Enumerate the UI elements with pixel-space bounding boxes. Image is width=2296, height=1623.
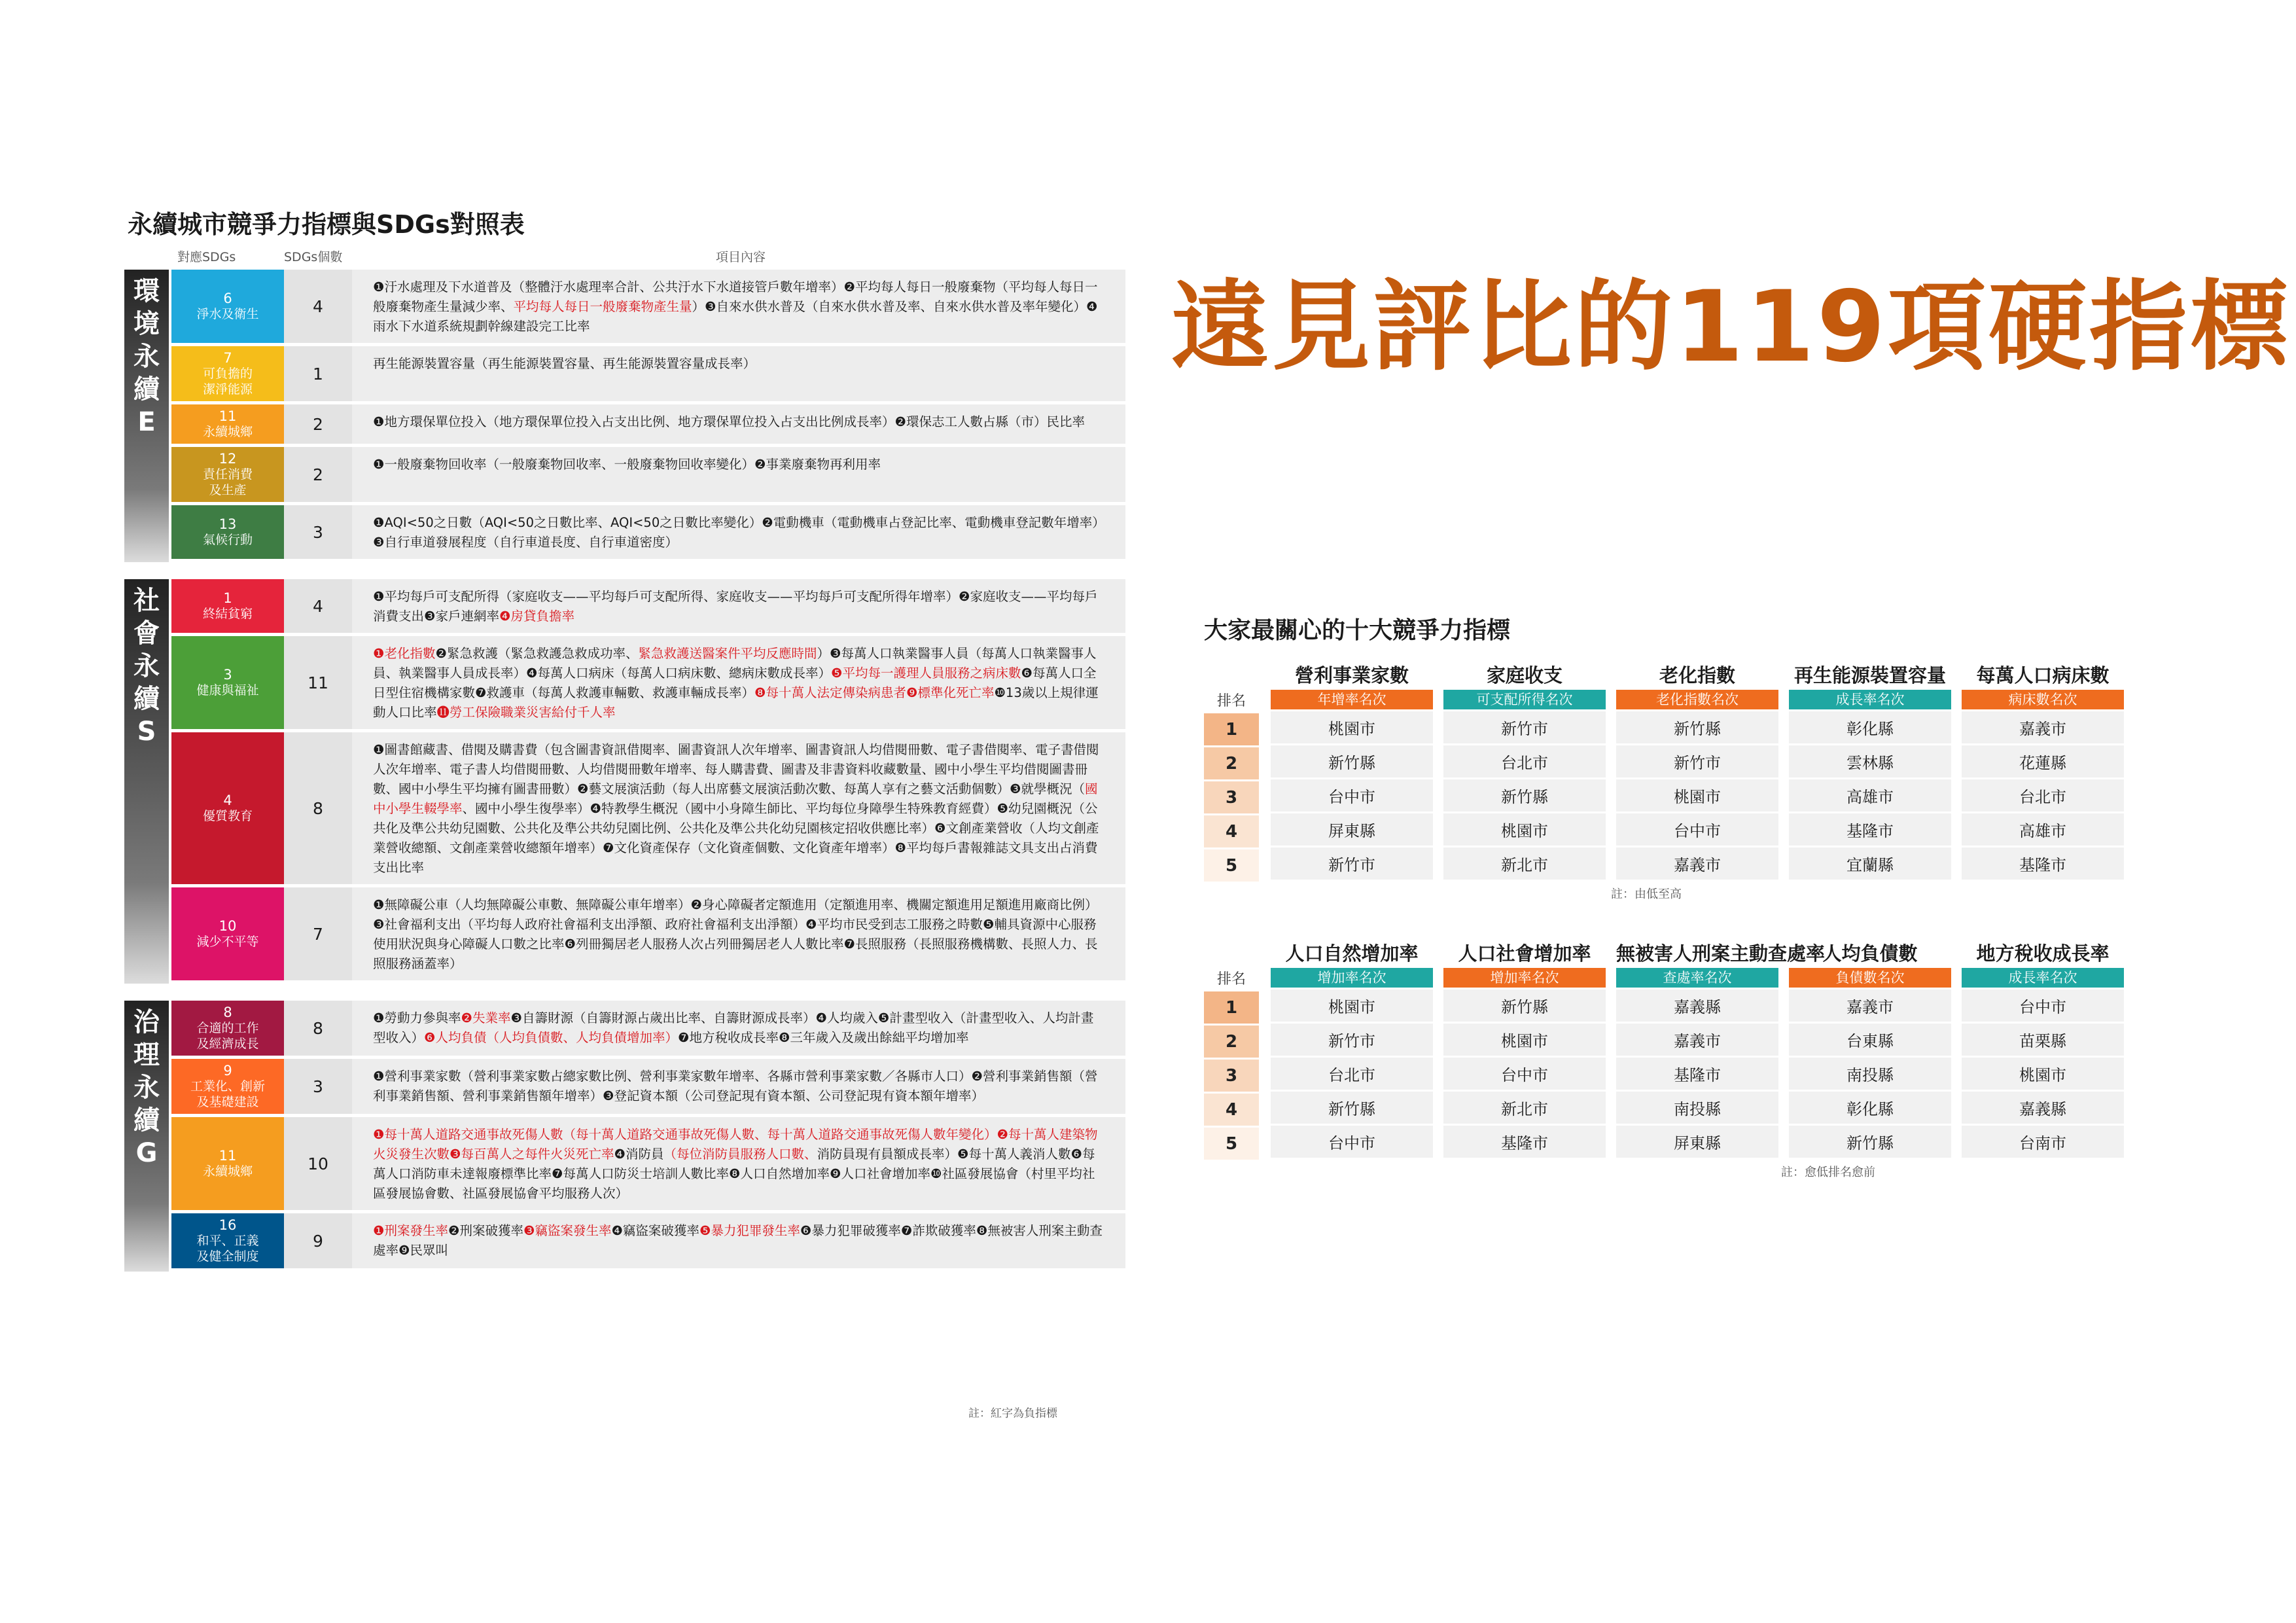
negative-indicator-text: 國中小學生輟學率 <box>373 781 1098 816</box>
sdg-badge <box>171 346 284 401</box>
indicator-column <box>1962 939 2124 1158</box>
negative-indicator-text: ❶刑案發生率 <box>373 1223 448 1238</box>
sdg-count: 1 <box>284 346 352 401</box>
section-label <box>124 584 169 748</box>
city-cell: 新竹縣 <box>1271 1092 1433 1124</box>
indicator-text: 再生能源裝置容量（再生能源裝置容量、再生能源裝置容量成長率） <box>373 356 756 371</box>
indicator-name: 地方稅收成長率 <box>1976 942 2110 965</box>
table-row <box>124 1213 1125 1272</box>
sdg-badge <box>171 732 284 884</box>
city-cell: 新竹市 <box>1443 711 1606 743</box>
city-cell: 彰化縣 <box>1789 711 1951 743</box>
negative-indicator-text: ❺平均每一護理人員服務之病床數 <box>830 666 1021 681</box>
sdg-count: 4 <box>284 579 352 633</box>
sdg-count: 8 <box>284 1001 352 1056</box>
sdg-number: 11 <box>219 408 237 424</box>
city-cell: 台南市 <box>1962 1126 2124 1158</box>
section-label-char: E <box>137 407 156 437</box>
sdg-name: 淨水及衛生 <box>196 307 259 321</box>
item-content <box>352 636 1125 729</box>
section-label-char: 社 <box>133 586 160 616</box>
city-cell: 南投縣 <box>1616 1092 1778 1124</box>
indicator-subheader: 老化指數名次 <box>1616 690 1778 709</box>
item-content <box>352 1001 1125 1056</box>
section-label <box>124 1006 169 1169</box>
city-cell: 台北市 <box>1271 1058 1433 1090</box>
indicator-text: ❸自籌財源（自籌財源占歲出比率、自籌財源成長率）❹人均歲入❺計畫型收入（計畫型收入、人均計畫型收入） <box>373 1010 1094 1045</box>
col-header-content: 項目內容 <box>716 250 766 264</box>
city-cell: 桃園市 <box>1443 813 1606 846</box>
table-row <box>124 1059 1125 1117</box>
city-cell: 台中市 <box>1271 1126 1433 1158</box>
sdg-section <box>124 270 1125 562</box>
sdg-name: 終結貧窮 <box>202 607 253 621</box>
city-cell: 新竹市 <box>1271 1024 1433 1056</box>
sdg-number: 13 <box>219 516 237 532</box>
left-table-note: 註：紅字為負指標 <box>968 1407 1057 1420</box>
indicator-column <box>1616 661 1778 880</box>
sdg-badge <box>171 1117 284 1210</box>
col-header-count: SDGs個數 <box>284 250 343 264</box>
indicator-column <box>1616 939 1826 1158</box>
indicator-name: 每萬人口病床數 <box>1976 664 2110 687</box>
headline: 遠見評比的119項硬指標 <box>1171 270 2291 384</box>
city-cell: 宜蘭縣 <box>1789 847 1951 880</box>
negative-indicator-text: ❶每十萬人道路交通事故死傷人數（每十萬人道路交通事故死傷人數、每十萬人道路交通事故死傷人數年變化）❷每十萬人建築物火災發生次數❸每百萬人之每件火災死亡率 <box>373 1127 1098 1162</box>
sdg-name: 及生產 <box>209 483 247 497</box>
col-header-sdgs: 對應SDGs <box>177 250 236 264</box>
rank-column <box>1204 690 1259 883</box>
item-content <box>352 1117 1125 1210</box>
indicator-name: 人均負債數 <box>1822 942 1918 965</box>
rank-column <box>1204 968 1259 1162</box>
city-cell: 桃園市 <box>1271 711 1433 743</box>
city-cell: 新竹縣 <box>1443 990 1606 1022</box>
city-cell: 新竹縣 <box>1271 745 1433 777</box>
city-cell: 嘉義市 <box>1616 1024 1778 1056</box>
table-row <box>124 579 1125 636</box>
sdg-badge <box>171 447 284 502</box>
city-cell: 新竹縣 <box>1789 1126 1951 1158</box>
indicator-name: 再生能源裝置容量 <box>1793 664 1946 687</box>
city-cell: 桃園市 <box>1616 779 1778 812</box>
item-content <box>352 732 1125 884</box>
indicator-name: 無被害人刑案主動查處率 <box>1616 942 1826 965</box>
top10-title: 大家最關心的十大競爭力指標 <box>1204 617 1511 644</box>
section-label-char: 永 <box>133 1073 160 1103</box>
indicator-subheader: 負債數名次 <box>1789 968 1951 988</box>
indicator-name: 營利事業家數 <box>1294 664 1409 687</box>
negative-indicator-text: ❷失業率 <box>461 1010 511 1026</box>
indicator-text: ❶圖書館藏書、借閱及購書費（包含圖書資訊借閱率、圖書資訊人次年增率、圖書資訊人均借閱冊數、電子書借閱率、電子書借閱人次年增率、電子書人均借閱冊數、人均借閱冊數年增率、每人購書費、圖書及非書資料收藏數量、國中小學生平均借閱圖書冊數、國中小學生平均擁有圖書冊數）❷藝文展演活動（每人出席藝文展演活動次數、每萬人享有之藝文活動個數）❸就學概況（ <box>373 742 1099 796</box>
section-label-char: 理 <box>133 1040 160 1070</box>
sdg-number: 6 <box>223 291 232 306</box>
city-cell: 嘉義市 <box>1789 990 1951 1022</box>
item-content <box>352 404 1125 444</box>
section-label-char: 續 <box>133 684 160 714</box>
section-label-char: 續 <box>133 374 160 404</box>
city-cell: 嘉義縣 <box>1962 1092 2124 1124</box>
indicator-text: ❶一般廢棄物回收率（一般廢棄物回收率、一般廢棄物回收率變化）❷事業廢棄物再利用率 <box>373 457 881 472</box>
city-cell: 台中市 <box>1962 990 2124 1022</box>
rank-number: 4 <box>1204 1094 1259 1126</box>
sdg-name: 優質教育 <box>202 809 253 823</box>
indicator-column <box>1271 661 1433 880</box>
indicator-subheader: 病床數名次 <box>1962 690 2124 709</box>
city-cell: 基隆市 <box>1789 813 1951 846</box>
sdg-name: 永續城鄉 <box>202 1164 253 1179</box>
indicator-text: ❶汙水處理及下水道普及（整體汙水處理率合計、公共汙水下水道接管戶數年增率）❷平均每人每日一般廢棄物（平均每人每日一般廢棄物產生量減少率、 <box>373 279 1098 314</box>
item-content <box>352 887 1125 980</box>
section-label <box>124 275 169 438</box>
section-label-char: 會 <box>133 618 160 649</box>
city-cell: 桃園市 <box>1271 990 1433 1022</box>
sdg-name: 健康與福祉 <box>196 683 259 698</box>
sdg-number: 8 <box>223 1005 232 1020</box>
sdg-badge <box>171 1213 284 1268</box>
indicator-text: ）❸每萬人口執業醫事人員（每萬人口執業醫事人員、執業醫事人員成長率）❹每萬人口病床（每萬人口病床數、總病床數成長率） <box>373 646 1097 681</box>
table-row <box>124 732 1125 887</box>
rank-number: 3 <box>1204 781 1259 813</box>
indicator-subheader: 增加率名次 <box>1271 968 1433 988</box>
negative-indicator-text: （每位消防員服務人口數、 <box>663 1147 817 1162</box>
city-cell: 嘉義市 <box>1616 847 1778 880</box>
rank-number: 5 <box>1204 1128 1259 1160</box>
city-cell: 基隆市 <box>1962 847 2124 880</box>
sdg-number: 10 <box>219 918 237 934</box>
sdg-number: 12 <box>219 451 237 467</box>
city-cell: 新竹市 <box>1616 745 1778 777</box>
negative-indicator-text: ❸竊盜案發生率 <box>523 1223 612 1238</box>
sdg-number: 11 <box>219 1148 237 1164</box>
table-row <box>124 636 1125 732</box>
sdg-name: 和平、正義 <box>196 1234 259 1248</box>
indicator-text: ❹竊盜案破獲率 <box>611 1223 699 1238</box>
negative-indicator-text: ⓫勞工保險職業災害給付千人率 <box>436 705 616 720</box>
section-label-char: 續 <box>133 1105 160 1135</box>
city-cell: 台北市 <box>1443 745 1606 777</box>
indicator-text: ❻每萬人口全日型住宿機構家數❼救護車（每萬人救護車輛數、救護車輛成長率） <box>373 666 1097 700</box>
sdg-badge <box>171 1001 284 1056</box>
city-cell: 苗栗縣 <box>1962 1024 2124 1056</box>
indicator-text: ❶無障礙公車（人均無障礙公車數、無障礙公車年增率）❷身心障礙者定額進用（定額進用率、機關定額進用足額進用廠商比例）❸社會福利支出（平均每人政府社會福利支出淨額、政府社會福利支出淨額）❹平均市民受到志工服務之時數❺輔具資源中心服務使用狀況與身心障礙人口數之比率❻列冊獨居老人服務人次占列冊獨居老人人數比率❼長照服務（長照服務機構數、長照人力、長照服務涵蓋率） <box>373 897 1098 971</box>
section-label-char: G <box>135 1138 158 1168</box>
sdg-badge <box>171 270 284 343</box>
ranking-table-1-note: 註：由低至高 <box>1611 887 1682 901</box>
sdg-count: 3 <box>284 1059 352 1114</box>
table-row <box>124 1001 1125 1059</box>
sdg-name: 及基礎建設 <box>196 1095 259 1109</box>
indicator-text: ❷刑案破獲率 <box>448 1223 523 1238</box>
sdg-badge <box>171 505 284 559</box>
indicator-subheader: 成長率名次 <box>1962 968 2124 988</box>
sdg-badge <box>171 887 284 980</box>
item-content <box>352 270 1125 343</box>
sdg-number: 1 <box>223 590 232 606</box>
sdg-section <box>124 1001 1125 1272</box>
sdg-mapping-table <box>124 270 1125 1272</box>
indicator-column <box>1443 939 1606 1158</box>
sdg-name: 及經濟成長 <box>196 1037 259 1051</box>
sdg-number: 4 <box>223 793 232 808</box>
sdg-section <box>124 579 1125 984</box>
indicator-column <box>1789 939 1951 1158</box>
section-label-char: 環 <box>133 276 160 306</box>
city-cell: 新北市 <box>1443 1092 1606 1124</box>
city-cell: 新竹市 <box>1271 847 1433 880</box>
indicator-column <box>1789 661 1951 880</box>
indicator-subheader: 查處率名次 <box>1616 968 1778 988</box>
item-content <box>352 346 1125 401</box>
indicator-subheader: 可支配所得名次 <box>1443 690 1606 709</box>
rank-header: 排名 <box>1216 971 1246 988</box>
city-cell: 高雄市 <box>1789 779 1951 812</box>
sdg-number: 3 <box>223 667 232 683</box>
city-cell: 新北市 <box>1443 847 1606 880</box>
negative-indicator-text: 平均每人每日一般廢棄物產生量 <box>513 299 692 314</box>
rank-number: 1 <box>1204 991 1259 1024</box>
indicator-name: 家庭收支 <box>1486 664 1563 687</box>
sdg-badge <box>171 1059 284 1114</box>
rank-number: 4 <box>1204 815 1259 847</box>
section-label-char: 永 <box>133 342 160 372</box>
section-label-char: 永 <box>133 651 160 681</box>
sdg-count: 10 <box>284 1117 352 1210</box>
city-cell: 基隆市 <box>1443 1126 1606 1158</box>
table-row <box>124 505 1125 562</box>
sdg-name: 及健全制度 <box>196 1249 259 1264</box>
sdg-name: 氣候行動 <box>202 533 253 547</box>
table-row <box>124 346 1125 404</box>
indicator-text: ❶AQI<50之日數（AQI<50之日數比率、AQI<50之日數比率變化）❷電動機車（電動機車占登記比率、電動機車登記數年增率）❸自行車道發展程度（自行車道長度、自行車道密度） <box>373 515 1105 550</box>
indicator-text: ❹消防員 <box>614 1147 664 1162</box>
ranking-table-2-note: 註：愈低排名愈前 <box>1781 1166 1875 1179</box>
indicator-name: 老化指數 <box>1659 664 1735 687</box>
sdg-badge <box>171 579 284 633</box>
city-cell: 花蓮縣 <box>1962 745 2124 777</box>
sdg-badge <box>171 404 284 444</box>
negative-indicator-text: ❹房貸負擔率 <box>499 609 574 624</box>
city-cell: 高雄市 <box>1962 813 2124 846</box>
city-cell: 新竹縣 <box>1443 779 1606 812</box>
indicator-subheader: 成長率名次 <box>1789 690 1951 709</box>
indicator-text: 消防員現有員額成長率）❺每十萬人義消人數❻每萬人口消防車未達報廢標準比率❼每萬人口防災士培訓人數比率❽人口自然增加率❾人口社會增加率❿社區發展協會（村里平均社區發展協會數、社區發展協會平均服務人次） <box>373 1147 1095 1201</box>
indicator-text: 、國中小學生復學率）❹特教學生概況（國中小身障生師比、平均每位身障學生特殊教育經費）❺幼兒園概況（公共化及準公共幼兒園數、公共化及準公共幼兒園比例、公共化及準公共化幼兒園核定招收供應比率）❻文創產業營收（人均文創產業營收總額、文創產業營收總額年增率）❼文化資產保存（文化資產個數、文化資產年增率）❽平均每戶書報雜誌文具支出占消費支出比率 <box>373 801 1099 875</box>
sdg-name: 工業化、創新 <box>190 1079 265 1094</box>
item-content <box>352 505 1125 559</box>
sdg-count: 3 <box>284 505 352 559</box>
negative-indicator-text: ❺暴力犯罪發生率 <box>699 1223 800 1238</box>
indicator-subheader: 年增率名次 <box>1271 690 1433 709</box>
rank-number: 3 <box>1204 1060 1259 1092</box>
city-cell: 屏東縣 <box>1271 813 1433 846</box>
indicator-text: ）❸自來水供水普及（自來水供水普及率、自來水供水普及率年變化）❹雨水下水道系統規劃幹線建設完工比率 <box>373 299 1098 334</box>
indicator-column <box>1962 661 2124 880</box>
city-cell: 桃園市 <box>1962 1058 2124 1090</box>
city-cell: 彰化縣 <box>1789 1092 1951 1124</box>
item-content <box>352 447 1125 502</box>
sdg-name: 永續城鄉 <box>202 425 253 439</box>
rank-number: 2 <box>1204 747 1259 779</box>
sdg-table-title: 永續城市競爭力指標與SDGs對照表 <box>128 210 525 239</box>
sdg-count: 8 <box>284 732 352 884</box>
city-cell: 台中市 <box>1271 779 1433 812</box>
rank-number: 1 <box>1204 713 1259 745</box>
indicator-subheader: 增加率名次 <box>1443 968 1606 988</box>
city-cell: 桃園市 <box>1443 1024 1606 1056</box>
indicator-name: 人口社會增加率 <box>1458 942 1591 965</box>
item-content <box>352 1059 1125 1114</box>
item-content <box>352 579 1125 633</box>
indicator-text: ❿13歲以上規律運動人口比率 <box>373 685 1099 720</box>
city-cell: 台北市 <box>1962 779 2124 812</box>
table-row <box>124 404 1125 447</box>
city-cell: 嘉義市 <box>1962 711 2124 743</box>
negative-indicator-text: ❶老化指數 <box>373 646 436 661</box>
sdg-count: 2 <box>284 447 352 502</box>
sdg-number: 7 <box>223 350 232 366</box>
city-cell: 台中市 <box>1616 813 1778 846</box>
sdg-name: 責任消費 <box>202 467 253 482</box>
indicator-text: ❼地方稅收成長率❽三年歲入及歲出餘絀平均增加率 <box>678 1030 969 1045</box>
rank-header: 排名 <box>1216 693 1246 709</box>
city-cell: 基隆市 <box>1616 1058 1778 1090</box>
item-content <box>352 1213 1125 1268</box>
negative-indicator-text: ❽每十萬人法定傳染病患者❾標準化死亡率 <box>754 685 995 700</box>
sdg-count: 11 <box>284 636 352 729</box>
section-label-char: 境 <box>133 309 160 339</box>
section-label-char: 治 <box>133 1007 160 1037</box>
sdg-number: 9 <box>223 1063 232 1079</box>
indicator-name: 人口自然增加率 <box>1285 942 1419 965</box>
sdg-name: 合適的工作 <box>196 1021 259 1035</box>
city-cell: 南投縣 <box>1789 1058 1951 1090</box>
sdg-count: 7 <box>284 887 352 980</box>
sdg-name: 減少不平等 <box>196 935 259 949</box>
sdg-count: 4 <box>284 270 352 343</box>
table-row <box>124 887 1125 984</box>
sdg-badge <box>171 636 284 729</box>
sdg-number: 16 <box>219 1217 237 1233</box>
rank-number: 5 <box>1204 849 1259 882</box>
indicator-text: ❷緊急救護（緊急救護急救成功率、 <box>435 646 639 661</box>
table-row <box>124 270 1125 346</box>
table-row <box>124 447 1125 505</box>
city-cell: 屏東縣 <box>1616 1126 1778 1158</box>
rank-number: 2 <box>1204 1026 1259 1058</box>
negative-indicator-text: 緊急救護送醫案件平均反應時間 <box>638 646 817 661</box>
indicator-text: ❻暴力犯罪破獲率❼詐欺破獲率❽無被害人刑案主動查處率❾民眾叫 <box>373 1223 1103 1258</box>
negative-indicator-text: ❻人均負債（人均負債數、人均負債增加率） <box>424 1030 678 1045</box>
section-label-char: S <box>137 717 156 747</box>
sdg-name: 潔淨能源 <box>202 382 253 397</box>
city-cell: 新竹縣 <box>1616 711 1778 743</box>
sdg-name: 可負擔的 <box>202 366 253 381</box>
indicator-text: ❶平均每戶可支配所得（家庭收支——平均每戶可支配所得、家庭收支——平均每戶可支配所得年增率）❷家庭收支——平均每戶消費支出❸家戶連網率 <box>373 589 1098 624</box>
city-cell: 雲林縣 <box>1789 745 1951 777</box>
city-cell: 台中市 <box>1443 1058 1606 1090</box>
city-cell: 嘉義縣 <box>1616 990 1778 1022</box>
indicator-column <box>1443 661 1606 880</box>
table-row <box>124 1117 1125 1213</box>
sdg-count: 2 <box>284 404 352 444</box>
sdg-count: 9 <box>284 1213 352 1268</box>
city-cell: 台東縣 <box>1789 1024 1951 1056</box>
indicator-column <box>1271 939 1433 1158</box>
indicator-text: ❶勞動力參與率 <box>373 1010 461 1026</box>
indicator-text: ❶地方環保單位投入（地方環保單位投入占支出比例、地方環保單位投入占支出比例成長率）❷環保志工人數占縣（市）民比率 <box>373 414 1085 429</box>
indicator-text: ❶營利事業家數（營利事業家數占總家數比例、營利事業家數年增率、各縣市營利事業家數／各縣市人口）❷營利事業銷售額（營利事業銷售額、營利事業銷售額年增率）❸登記資本額（公司登記現有資本額、公司登記現有資本額年增率） <box>373 1069 1098 1103</box>
